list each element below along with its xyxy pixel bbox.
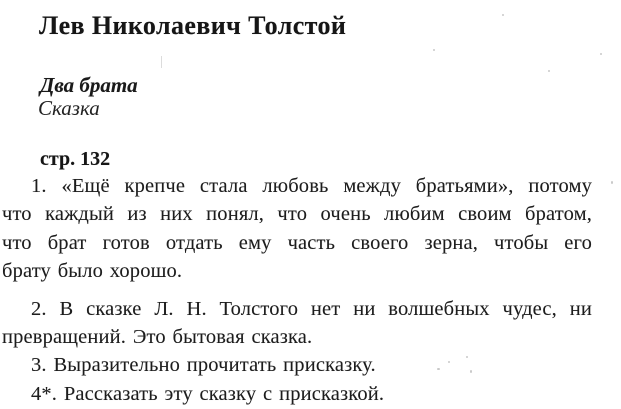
scan-speck: [611, 181, 613, 184]
scan-speck: [600, 53, 602, 55]
text-line: что брат готов отдать ему часть своего зерна, чтобы его: [2, 231, 592, 254]
answer-paragraph-4: [2, 380, 592, 408]
author-heading: Лев Николаевич Толстой: [39, 11, 347, 40]
scan-speck: [437, 368, 440, 370]
scan-speck: [548, 70, 550, 72]
scan-speck: [502, 14, 504, 16]
text-line: 4*. Рассказать эту сказку с присказкой.: [31, 382, 385, 405]
scan-speck: [466, 356, 468, 358]
scan-speck: [470, 370, 472, 373]
scan-speck: [448, 361, 450, 363]
text-line: 1. «Ещё крепче стала любовь между братьями», потому: [31, 175, 592, 197]
text-line: 3. Выразительно прочитать присказку.: [31, 354, 376, 377]
scan-speck: [433, 49, 435, 51]
text-line: брату было хорошо.: [2, 260, 183, 283]
text-line: превращений. Это бытовая сказка.: [2, 326, 313, 349]
work-title: Два брата: [40, 73, 138, 97]
text-line: 2. В сказке Л. Н. Толстого нет ни волшебных чудес, ни: [31, 297, 592, 320]
text-line: что каждый из них понял, что очень любим своим братом,: [2, 203, 592, 226]
page-reference: стр. 132: [40, 148, 111, 170]
answers-block: [2, 172, 592, 408]
scan-speck: [161, 56, 162, 68]
answer-paragraph-2: [2, 295, 592, 352]
genre-label: Сказка: [38, 96, 100, 120]
answer-paragraph-3: [2, 351, 592, 379]
answer-paragraph-1: [2, 172, 592, 286]
